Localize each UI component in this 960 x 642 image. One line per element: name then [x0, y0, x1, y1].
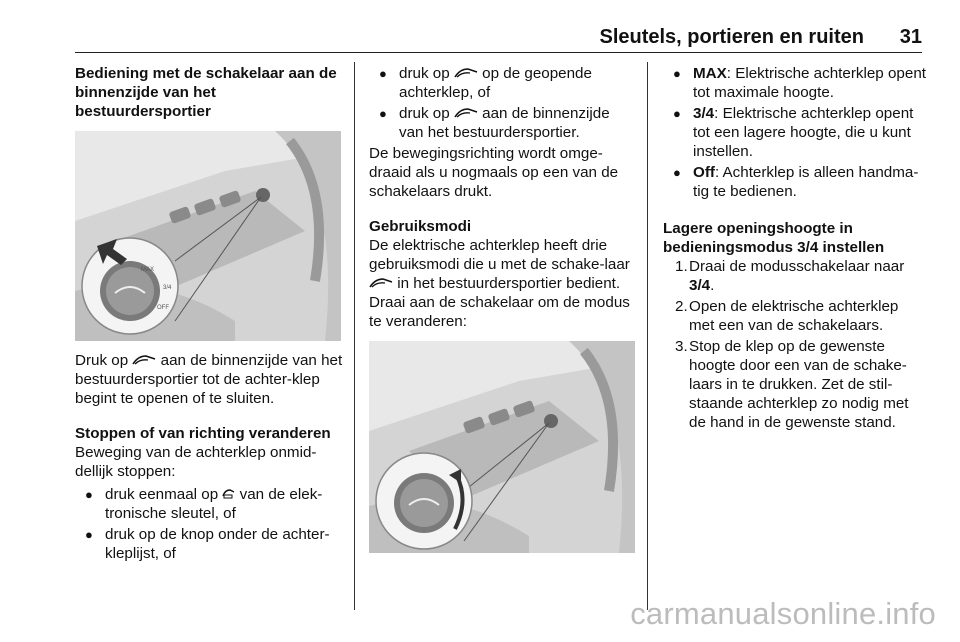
list-item: ● druk eenmaal op van de elek-tronische sleutel, of: [75, 485, 343, 523]
tailgate-icon: [132, 354, 156, 366]
column-divider: [354, 62, 355, 610]
list-item: 3. Stop de klep op de gewenste hoogte door een van de schake-laars in te drukken. Zet de stil-staande achterklep zo nodig met de hand in de gewenste stand.: [675, 338, 909, 431]
list-item: ● druk op aan de binnenzijde van het bestuurdersportier.: [369, 104, 635, 142]
numbered-list: [663, 257, 927, 432]
paragraph: Beweging van de achterklep onmid-dellijk stoppen:: [75, 444, 317, 480]
section-heading: Gebruiksmodi: [369, 218, 472, 235]
bullet-list: [663, 64, 927, 201]
mode-label-max: MAX: [141, 267, 155, 273]
watermark: carmanualsonline.info: [630, 596, 936, 631]
tailgate-icon: [369, 277, 393, 289]
mode-label-three-quarter: 3/4: [163, 285, 172, 291]
list-item: ● 3/4: Elektrische achterklep opent tot een lagere hoogte, die u kunt instellen.: [663, 104, 927, 161]
list-item: ● Off: Achterklep is alleen handma-tig te bedienen.: [663, 163, 927, 201]
column-2: [369, 64, 635, 563]
bullet-list: [369, 64, 635, 142]
section-heading: Lagere openingshoogte in bedieningsmodus 3/4 instellen: [663, 220, 885, 256]
column-divider: [647, 62, 648, 610]
paragraph: De bewegingsrichting wordt omge-draaid als u nogmaals op een van de schakelaars drukt.: [369, 145, 619, 200]
list-item: 2. Open de elektrische achterklep met een van de schakelaars.: [675, 298, 899, 334]
list-item: ● MAX: Elektrische achterklep opent tot maximale hoogte.: [663, 64, 927, 102]
page-header: [75, 22, 922, 53]
tailgate-icon: [454, 67, 478, 79]
section-heading: Bediening met de schakelaar aan de binnenzijde van het bestuurdersportier: [75, 65, 337, 120]
column-3: [663, 64, 927, 434]
mode-dial-illustration: [369, 341, 635, 553]
page-title: Sleutels, portieren en ruiten: [599, 26, 864, 48]
list-item: ● druk op op de geopende achterklep, of: [369, 64, 635, 102]
column-1: [75, 64, 343, 565]
list-item: 1. Draai de modusschakelaar naar 3/4.: [675, 258, 905, 294]
door-switch-illustration: [75, 131, 341, 341]
paragraph: De elektrische achterklep heeft drie gebruiksmodi die u met de schake-laar in het bestuurdersportier bedient. Draai aan de schakelaar om de modus te veranderen:: [369, 237, 630, 330]
tailgate-icon: [454, 107, 478, 119]
list-item: ● druk op de knop onder de achter-kleplijst, of: [75, 525, 343, 563]
key-tailgate-icon: [222, 487, 235, 500]
section-heading: Stoppen of van richting veranderen: [75, 425, 331, 442]
page-number: 31: [899, 26, 922, 48]
mode-label-off: OFF: [157, 305, 169, 311]
paragraph: Druk op aan de binnenzijde van het bestuurdersportier tot de achter-klep begint te openen of te sluiten.: [75, 352, 343, 407]
bullet-list: [75, 485, 343, 563]
